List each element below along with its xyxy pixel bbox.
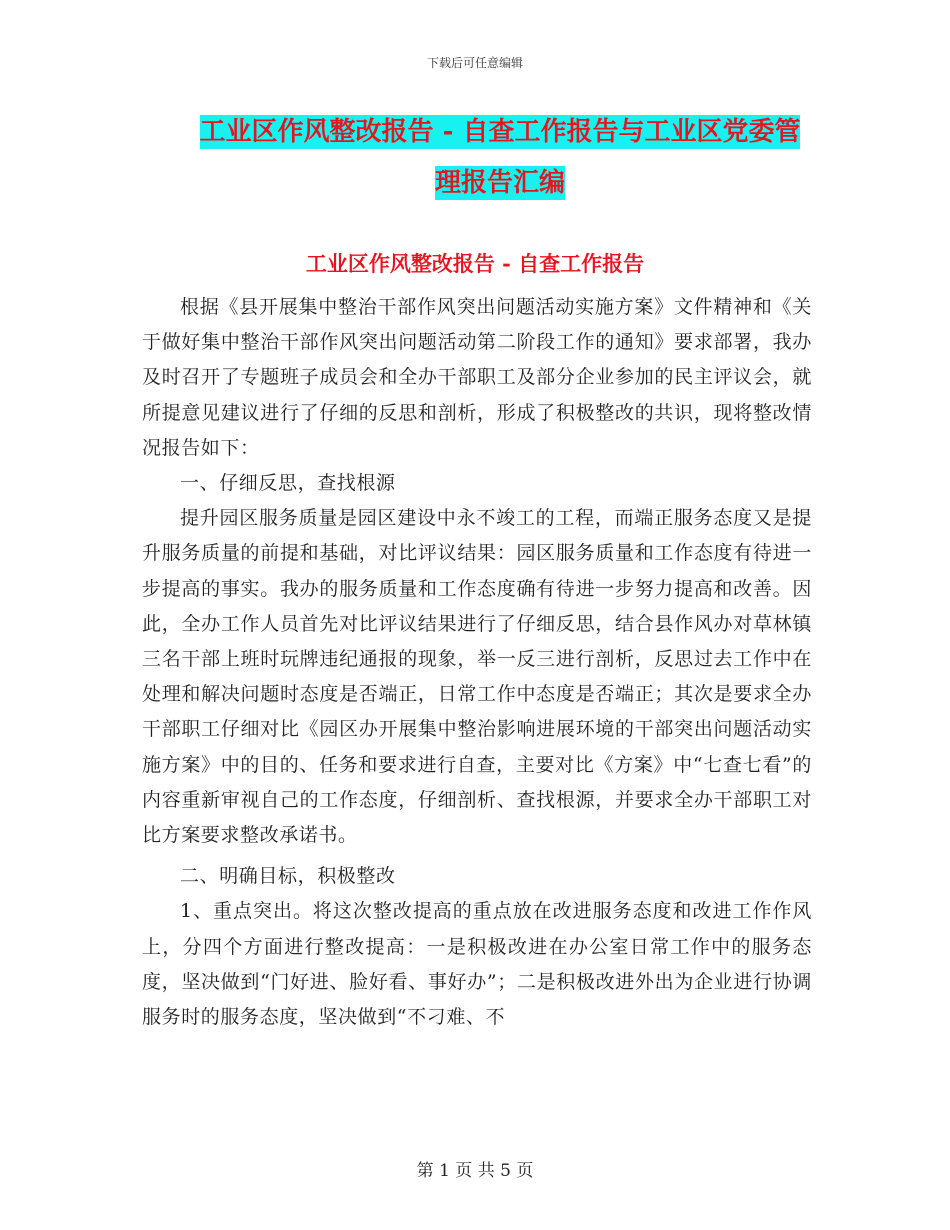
paragraph-goals: 1、重点突出。将这次整改提高的重点放在改进服务态度和改进工作作风上，分四个方面进行整改提高：一是积极改进在办公室日常工作中的服务态度，坚决做到“门好进、脸好看、事好办”；二是积极改进外出为企业进行协调服务时的服务态度，坚决做到“不刁难、不: [142, 900, 812, 1029]
title-line-2: 理报告汇编: [434, 168, 565, 198]
header-note: 下载后可任意编辑: [426, 56, 523, 70]
document-title: [140, 107, 860, 209]
heading-goals: 二、明确目标，积极整改: [180, 865, 396, 888]
title-line-1: 工业区作风整改报告 - 自查工作报告与工业区党委管: [199, 117, 801, 147]
heading-reflect: 一、仔细反思，查找根源: [180, 472, 396, 495]
body-text: [142, 290, 812, 1035]
paragraph-reflect: 提升园区服务质量是园区建设中永不竣工的工程，而端正服务态度又是提升服务质量的前提和基础，对比评议结果：园区服务质量和工作态度有待进一步提高的事实。我办的服务质量和工作态度确有待进一步努力提高和改善。因此，全办工作人员首先对比评议结果进行了仔细反思，结合县作风办对草林镇三名干部上班时玩牌违纪通报的现象，举一反三进行剖析，反思过去工作中在处理和解决问题时态度是否端正，日常工作中态度是否端正；其次是要求全办干部职工仔细对比《园区办开展集中整治影响进展环境的干部突出问题活动实施方案》中的目的、任务和要求进行自查，主要对比《方案》中“七查七看”的内容重新审视自己的工作态度，仔细剖析、查找根源，并要求全办干部职工对比方案要求整改承诺书。: [142, 507, 812, 847]
paragraph-intro: 根据《县开展集中整治干部作风突出问题活动实施方案》文件精神和《关于做好集中整治干部作风突出问题活动第二阶段工作的通知》要求部署，我办及时召开了专题班子成员会和全办干部职工及部分企业参加的民主评议会，就所提意见建议进行了仔细的反思和剖析，形成了积极整改的共识，现将整改情况报告如下：: [142, 296, 812, 459]
page-footer: 第 1 页 共 5 页: [416, 1161, 534, 1181]
section-title: 工业区作风整改报告 - 自查工作报告: [305, 251, 645, 276]
